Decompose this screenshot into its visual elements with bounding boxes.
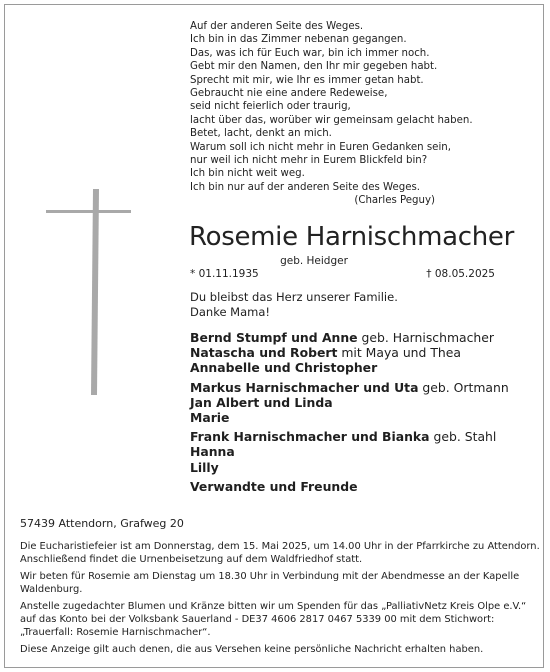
- poem-line: Gebraucht nie eine andere Redeweise,: [190, 88, 388, 100]
- mourner-note: geb. Harnischmacher: [357, 330, 494, 345]
- address: 57439 Attendorn, Grafweg 20: [20, 517, 184, 530]
- mourner-row: [190, 444, 509, 459]
- poem-line: Das, was ich für Euch war, bin ich immer noch.: [190, 47, 430, 59]
- poem-line: Auf der anderen Seite des Weges.: [190, 21, 364, 32]
- mourner-names: Jan Albert und Linda: [190, 394, 333, 410]
- birth-date: * 01.11.1935: [190, 268, 259, 280]
- mourner-row: [190, 410, 509, 425]
- mourner-names: Annabelle und Christopher: [190, 360, 378, 376]
- deceased-name: Rosemie Harnischmacher: [189, 222, 515, 252]
- mourner-row: [190, 460, 509, 475]
- birth-name: geb. Heidger: [280, 255, 348, 267]
- poem-line: nur weil ich nicht mehr in Eurem Blickfeld bin?: [190, 155, 428, 167]
- poem-line: Ich bin nicht weit weg.: [190, 168, 305, 180]
- mourner-row: [190, 330, 509, 345]
- mourner-names: Frank Harnischmacher und Bianka: [190, 429, 430, 445]
- death-date: † 08.05.2025: [426, 268, 495, 280]
- mourner-names: Hanna: [190, 444, 235, 460]
- mourner-note: geb. Ortmann: [418, 379, 509, 395]
- info-paragraph: Wir beten für Rosemie am Dienstag um 18.30 Uhr in Verbindung mit der Abendmesse an der Kapelle Waldenburg.: [20, 571, 520, 595]
- mourners-list: [190, 330, 509, 494]
- info-paragraph: Diese Anzeige gilt auch denen, die aus Versehen keine persönliche Nachricht erhalten haben.: [20, 644, 484, 655]
- poem-line: Warum soll ich nicht mehr in Euren Gedanken sein,: [190, 141, 451, 153]
- poem-line: Ich bin in das Zimmer nebenan gegangen.: [190, 34, 407, 46]
- poem-line: Gebt mir den Namen, den Ihr mir gegeben habt.: [190, 61, 438, 73]
- mourner-row: [190, 345, 509, 360]
- mourner-names: Lilly: [190, 459, 219, 475]
- service-info: [20, 540, 540, 660]
- mourner-names: Verwandte und Freunde: [190, 478, 358, 494]
- message-line: Du bleibst das Herz unserer Familie.: [190, 290, 398, 304]
- message-line: Danke Mama!: [190, 305, 271, 319]
- info-paragraph: Die Eucharistiefeier ist am Donnerstag, dem 15. Mai 2025, um 14.00 Uhr in der Pfarrkirche zu Attendorn. Anschließend findet die Urnenbeisetzung auf dem Waldfriedhof statt.: [20, 541, 540, 565]
- family-message: [190, 290, 398, 320]
- mourner-names: Marie: [190, 410, 230, 426]
- poem-author: (Charles Peguy): [354, 195, 435, 207]
- poem-line: Ich bin nur auf der anderen Seite des Weges.: [190, 181, 421, 193]
- poem: [190, 20, 490, 208]
- mourner-row: [190, 360, 509, 375]
- poem-line: Sprecht mit mir, wie Ihr es immer getan habt.: [190, 74, 424, 86]
- mourner-row: [190, 479, 509, 494]
- mourner-row: [190, 380, 509, 395]
- poem-line: lacht über das, worüber wir gemeinsam gelacht haben.: [190, 114, 473, 126]
- poem-line: seid nicht feierlich oder traurig,: [190, 101, 351, 113]
- mourner-names: Natascha und Robert: [190, 345, 338, 361]
- poem-line: Betet, lacht, denkt an mich.: [190, 128, 332, 140]
- mourner-row: [190, 429, 509, 444]
- mourner-note: mit Maya und Thea: [337, 345, 461, 361]
- mourner-note: geb. Stahl: [429, 429, 497, 445]
- mourner-row: [190, 395, 509, 410]
- mourner-names: Bernd Stumpf und Anne: [190, 330, 358, 345]
- info-paragraph: Anstelle zugedachter Blumen und Kränze bitten wir um Spenden für das „PalliativNetz Kreis Olpe e.V.“ auf das Konto bei der Volksbank Sauerland - DE37 4606 2817 0467 5339 00 mit dem Stichwort: „Trauerfall: Rosemie Harnischmacher“.: [20, 601, 527, 638]
- cross-icon: [46, 189, 131, 395]
- mourner-names: Markus Harnischmacher und Uta: [190, 379, 419, 395]
